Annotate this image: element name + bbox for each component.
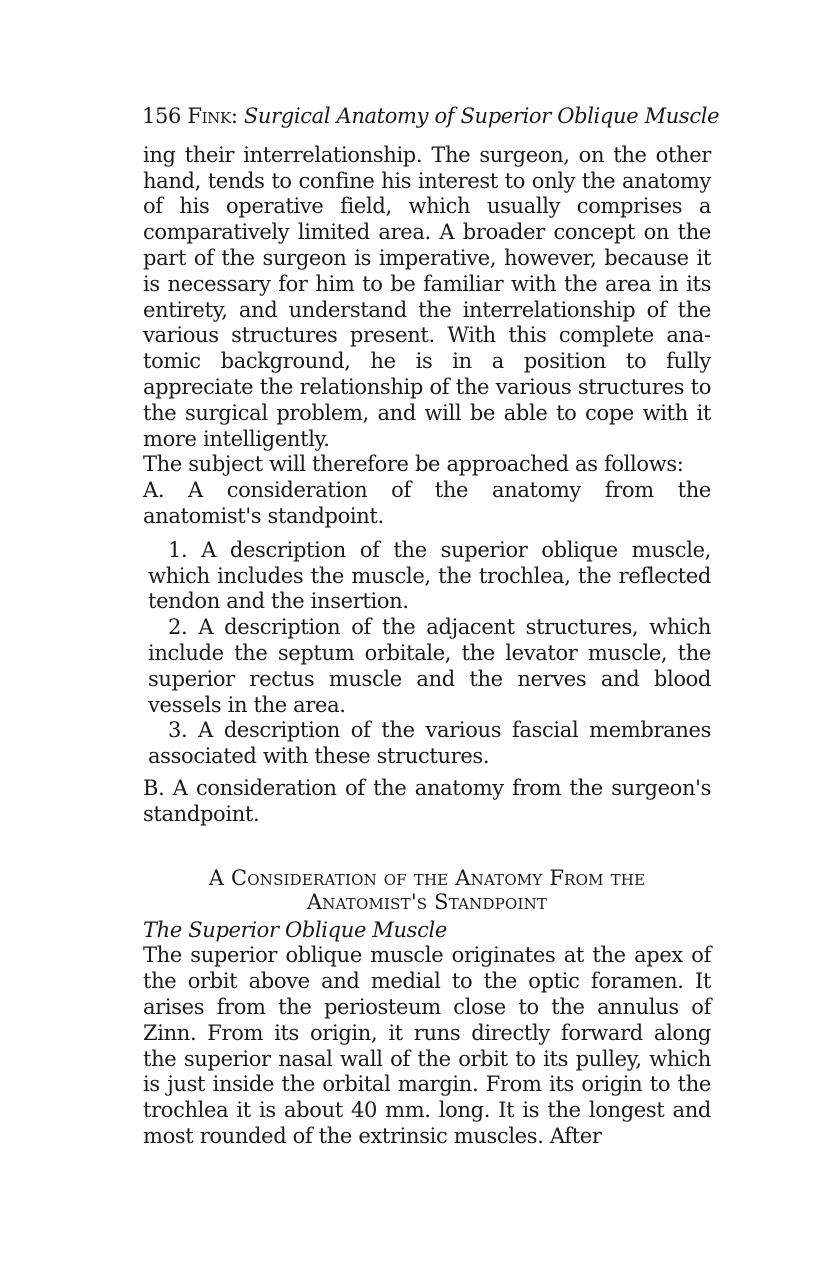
running-head-colon: : bbox=[230, 104, 238, 128]
section-heading-line-2: Anatomist's Standpoint bbox=[306, 889, 548, 914]
outline-item-b: B. A consideration of the anatomy from the surgeon's standpoint. bbox=[143, 775, 711, 826]
outline-sub-list bbox=[143, 538, 711, 770]
page bbox=[142, 104, 720, 1150]
page-number: 156 bbox=[142, 104, 182, 128]
paragraph-superior-oblique: The superior oblique muscle originates at the apex of the orbit above and medial to the optic foramen. It arises from the periosteum close to the annulus of Zinn. From its origin, it runs directly forward along the superior nasal wall of the orbit to its pulley, which is just inside the orbital margin. From its origin to the trochlea it is about 40 mm. long. It is the longest and most rounded of the extrinsic muscles. After bbox=[143, 943, 711, 1148]
outline-sub-item-1: 1. A description of the superior oblique muscle, which includes the muscle, the trochlea, the reflected tendon and the insertion. bbox=[148, 537, 711, 614]
section-heading-line-1: A Consideration of the Anatomy From the bbox=[208, 865, 646, 890]
author-name: Fink bbox=[187, 104, 231, 128]
article-title: Surgical Anatomy of Superior Oblique Muscle bbox=[243, 104, 720, 128]
paragraph-continued: ing their interrelationship. The surgeon, on the other hand, tends to confine his interest to only the anatomy of his operative field, which usually comprises a comparatively limited area. A broader concept on the part of the surgeon is imperative, however, because it is necessary for him to be familiar with the area in its entirety, and understand the interrelationship of the various structures present. With this complete anatomic background, he is in a position to fully appreciate the relationship of the various structures to the surgical problem, and will be able to cope with it more intelligently. bbox=[143, 142, 711, 451]
running-head bbox=[142, 104, 720, 130]
intro-line: The subject will therefore be approached as follows: bbox=[143, 452, 684, 477]
outline-item-a: A. A consideration of the anatomy from the anatomist's standpoint. bbox=[143, 478, 711, 528]
outline-sub-item-3: 3. A description of the various fascial membranes associated with these structures. bbox=[148, 718, 711, 769]
subsection-heading: The Superior Oblique Muscle bbox=[143, 917, 447, 942]
section-heading bbox=[143, 866, 711, 914]
outline-sub-item-2: 2. A description of the adjacent structures, which include the septum orbitale, the levator muscle, the superior rectus muscle and the nerves and blood vessels in the area. bbox=[148, 615, 711, 717]
